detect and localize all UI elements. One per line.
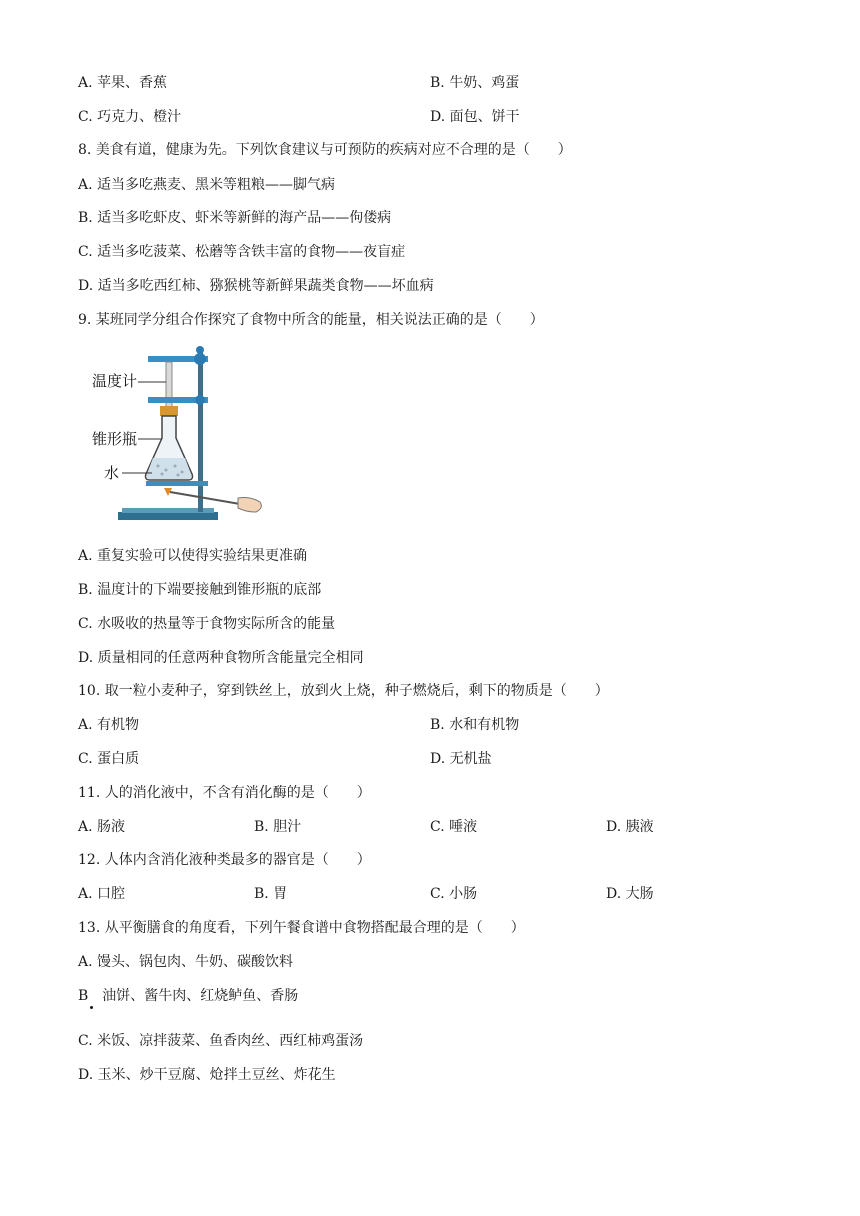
q9-option-c: C. 水吸收的热量等于食物实际所含的能量: [78, 616, 336, 632]
stopper: [160, 406, 178, 416]
q12-option-d: D. 大肠: [606, 886, 654, 902]
label-water: 水: [104, 464, 120, 482]
q8-option-d: D. 适当多吃西红柿、猕猴桃等新鲜果蔬类食物——坏血病: [78, 278, 434, 294]
label-thermometer: 温度计: [92, 372, 138, 390]
q10-stem: 10. 取一粒小麦种子，穿到铁丝上，放到火上烧，种子燃烧后，剩下的物质是（ ）: [78, 683, 609, 699]
q10-option-a: A. 有机物: [78, 717, 140, 733]
stray-dot: [90, 1006, 93, 1009]
q13-option-d: D. 玉米、炒干豆腐、炝拌土豆丝、炸花生: [78, 1067, 336, 1083]
experiment-apparatus-figure: [90, 342, 270, 527]
q11-option-a: A. 肠液: [78, 819, 126, 835]
q11-stem: 11. 人的消化液中，不含有消化酶的是（ ）: [78, 785, 371, 801]
q13-option-b: B 油饼、酱牛肉、红烧鲈鱼、香肠: [78, 988, 299, 1004]
q7-option-a: A. 苹果、香蕉: [78, 75, 168, 91]
needle-wire: [170, 492, 240, 504]
q9-stem: 9. 某班同学分组合作探究了食物中所含的能量，相关说法正确的是（ ）: [78, 312, 544, 328]
q10-option-c: C. 蛋白质: [78, 751, 140, 767]
q12-stem: 12. 人体内含消化液种类最多的器官是（ ）: [78, 852, 371, 868]
q9-option-a: A. 重复实验可以使得实验结果更准确: [78, 548, 308, 564]
ring-support: [146, 481, 208, 486]
water: [147, 458, 191, 479]
q13-option-c: C. 米饭、凉拌菠菜、鱼香肉丝、西红柿鸡蛋汤: [78, 1033, 364, 1049]
q9-option-d: D. 质量相同的任意两种食物所含能量完全相同: [78, 650, 364, 666]
q9-option-b: B. 温度计的下端要接触到锥形瓶的底部: [78, 582, 322, 598]
q8-stem: 8. 美食有道，健康为先。下列饮食建议与可预防的疾病对应不合理的是（ ）: [78, 142, 572, 158]
q12-option-a: A. 口腔: [78, 886, 126, 902]
q12-option-c: C. 小肠: [430, 886, 478, 902]
q13-stem: 13. 从平衡膳食的角度看，下列午餐食谱中食物搭配最合理的是（ ）: [78, 920, 525, 936]
q8-option-c: C. 适当多吃菠菜、松蘑等含铁丰富的食物——夜盲症: [78, 244, 406, 260]
q7-option-c: C. 巧克力、橙汁: [78, 109, 182, 125]
q10-option-d: D. 无机盐: [430, 751, 492, 767]
q8-option-b: B. 适当多吃虾皮、虾米等新鲜的海产品——佝偻病: [78, 210, 392, 226]
q13-option-a: A. 馒头、锅包肉、牛奶、碳酸饮料: [78, 954, 294, 970]
stand-rod: [198, 350, 203, 512]
q11-option-c: C. 唾液: [430, 819, 478, 835]
q8-option-a: A. 适当多吃燕麦、黑米等粗粮——脚气病: [78, 177, 336, 193]
stand-base: [118, 512, 218, 520]
hand-icon: [238, 498, 261, 513]
q11-option-b: B. 胆汁: [254, 819, 302, 835]
label-flask: 锥形瓶: [92, 430, 138, 448]
q10-option-b: B. 水和有机物: [430, 717, 520, 733]
q7-option-d: D. 面包、饼干: [430, 109, 520, 125]
q7-option-b: B. 牛奶、鸡蛋: [430, 75, 520, 91]
q12-option-b: B. 胃: [254, 886, 288, 902]
q11-option-d: D. 胰液: [606, 819, 654, 835]
